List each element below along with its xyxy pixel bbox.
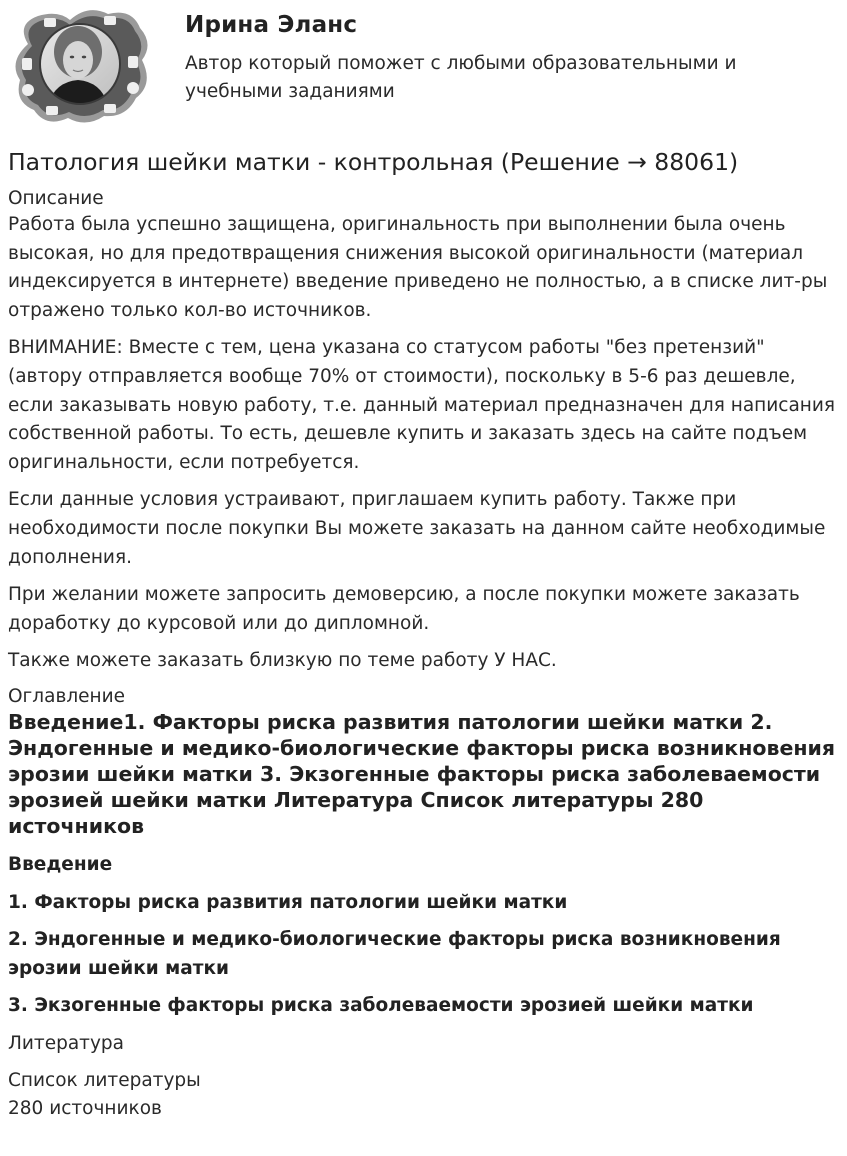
- description-paragraph: При желании можете запросить демоверсию, а после покупки можете заказать доработку до курсовой или до дипломной.: [8, 584, 800, 634]
- description-paragraph: Также можете заказать близкую по теме работу У НАС.: [8, 650, 557, 672]
- author-description: Автор который поможет с любыми образовательными и учебными заданиями: [185, 53, 737, 102]
- description-paragraph: ВНИМАНИЕ: Вместе с тем, цена указана со статусом работы "без претензий" (автору отправляется вообще 70% от стоимости), поскольку в 5-6 раз дешевле, если заказывать новую работу, т.е. данный материал предназначен для написания собственной работы. То есть, дешевле купить и заказать здесь на сайте подъем оригинальности, если потребуется.: [8, 337, 836, 473]
- bibliography-count: 280 источников: [8, 1097, 162, 1119]
- toc-item-chapter-2: 2. Эндогенные и медико-биологические факторы риска возникновения эрозии шейки матки: [8, 929, 781, 979]
- toc-item-chapter-1: 1. Факторы риска развития патологии шейки матки: [8, 891, 568, 913]
- author-name[interactable]: Ирина Эланс: [185, 12, 358, 38]
- author-header: [8, 6, 838, 126]
- literature-label: Литература: [8, 1032, 124, 1054]
- toc-heading: Оглавление: [8, 685, 126, 707]
- toc-item-introduction: Введение: [8, 853, 113, 875]
- main-content: [8, 146, 840, 1132]
- author-avatar[interactable]: [8, 6, 152, 126]
- description-heading: Описание: [8, 188, 104, 209]
- toc-summary: Введение1. Факторы риска развития патологии шейки матки 2. Эндогенные и медико-биологические факторы риска возникновения эрозии шейки матки 3. Экзогенные факторы риска заболеваемости эрозией шейки матки Литература Список литературы 280 источников: [8, 709, 836, 838]
- page-title: Патология шейки матки - контрольная (Решение → 88061): [8, 148, 739, 176]
- description-paragraph: Если данные условия устраивают, приглашаем купить работу. Также при необходимости после покупки Вы можете заказать на данном сайте необходимые дополнения.: [8, 489, 826, 568]
- bibliography-label: Список литературы: [8, 1069, 201, 1091]
- toc-item-chapter-3: 3. Экзогенные факторы риска заболеваемости эрозией шейки матки: [8, 995, 754, 1017]
- description-paragraph: Работа была успешно защищена, оригинальность при выполнении была очень высокая, но для предотвращения снижения высокой оригинальности (материал индексируется в интернете) введение приведено не полностью, а в списке лит-ры отражено только кол-во источников.: [8, 214, 828, 321]
